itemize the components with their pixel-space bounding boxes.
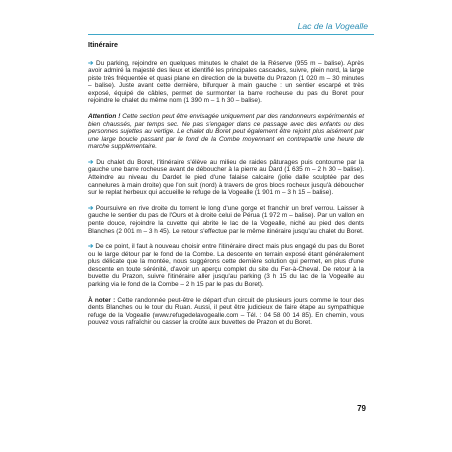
note-text: Cette randonnée peut-être le départ d'un circuit de plusieurs jours comme le tour des dents Blanches ou le tour du Ruan. Aussi, il peut être judicieux de faire étape au sympathique refuge de la Vogealle (www.refugedelavogealle.com – Tél. : 04 58 00 14 85). En chemin, vous pouvez vous rafraîchir ou casser la croûte aux buvettes de Prazon et du Boret. <box>88 296 365 327</box>
page-number: 79 <box>357 404 366 413</box>
note-paragraph <box>88 297 364 327</box>
arrow-icon: ➔ <box>88 59 94 67</box>
running-header-title: Lac de la Vogealle <box>297 21 368 31</box>
paragraph-1 <box>88 60 364 105</box>
paragraph-4 <box>88 243 364 288</box>
paragraph-2-text: Du chalet du Boret, l'itinéraire s'élève au milieu de raides pâturages puis contourne par la gauche une barre rocheuse avant de déboucher à la pierre au Dard (1 635 m – 2 h 30 – balise). Atteindre au niveau du Dardet le pied d'une falaise calcaire (jolie dalle sculptée par des cannelures à main droite) que l'on suit (nord) à travers de gros blocs rocheux jusqu'à déboucher sur le replat herbeux qui accueille le refuge de la Vogealle (1 901 m – 3 h 15 – balise). <box>88 158 364 197</box>
header-rule <box>88 34 374 35</box>
paragraph-3 <box>88 205 364 235</box>
warning-paragraph <box>88 113 364 151</box>
paragraph-4-text: De ce point, il faut à nouveau choisir entre l'itinéraire direct mais plus engagé du pas du Boret ou le large détour par le fond de la Combe. La descente en terrain exposé étant généralement plus délicate que la montée, nous suggérons cette dernière solution qui permet, en plus d'une descente en toute sérénité, d'avoir un aperçu complet du site du Fer-à-Cheval. De retour à la buvette du Prazon, suivre l'itinéraire aller jusqu'au parking (3 h 15 du lac de la Vogealle au parking via le fond de la Combe – 2 h 15 par le pas du Boret). <box>88 243 364 288</box>
warning-lead: Attention ! <box>88 113 121 121</box>
paragraph-1-text: Du parking, rejoindre en quelques minutes le chalet de la Réserve (955 m – balise). Après avoir admiré la majesté des lieux et identifié les principales cascades, suivre, plein nord, la large piste très fréquentée et quasi plane en direction de la buvette du Prazon (1 020 m – 30 minutes – balise). Juste avant cette dernière, bifurquer à main gauche : un sentier escarpé et très exposé, équipé de câbles, permet de surmonter la barre rocheuse du pas du Boret pour rejoindre le chalet du même nom (1 390 m – 1 h 30 – balise). <box>88 59 364 105</box>
arrow-icon: ➔ <box>88 158 94 166</box>
paragraph-3-text: Poursuivre en rive droite du torrent le long d'une gorge et franchir un bref verrou. Laisser à gauche le sentier du pas de l'Ours et à droite celui de Pérua (1 972 m – balise). Par un vallon en pente douce, rejoindre la cuvette qui abrite le lac de la Vogealle, niché au pied des dents Blanches (2 001 m – 3 h 45). Le retour s'effectue par le même itinéraire jusqu'au chalet du Boret. <box>88 204 364 235</box>
arrow-icon: ➔ <box>88 204 94 212</box>
page-content <box>88 42 364 335</box>
note-lead: À noter : <box>88 296 116 304</box>
arrow-icon: ➔ <box>88 243 94 251</box>
section-title: Itinéraire <box>88 41 118 49</box>
paragraph-2 <box>88 159 364 197</box>
warning-text: Cette section peut être envisagée uniquement par des randonneurs expérimentés et bien chaussés, par temps sec. Ne pas s'engager dans ce passage avec des enfants ou des personnes sujettes au vertige. Le chalet du Boret peut également être rejoint plus aisément par une large boucle passant par le fond de la Combe moyennant en contrepartie une heure de marche supplémentaire. <box>88 113 364 151</box>
